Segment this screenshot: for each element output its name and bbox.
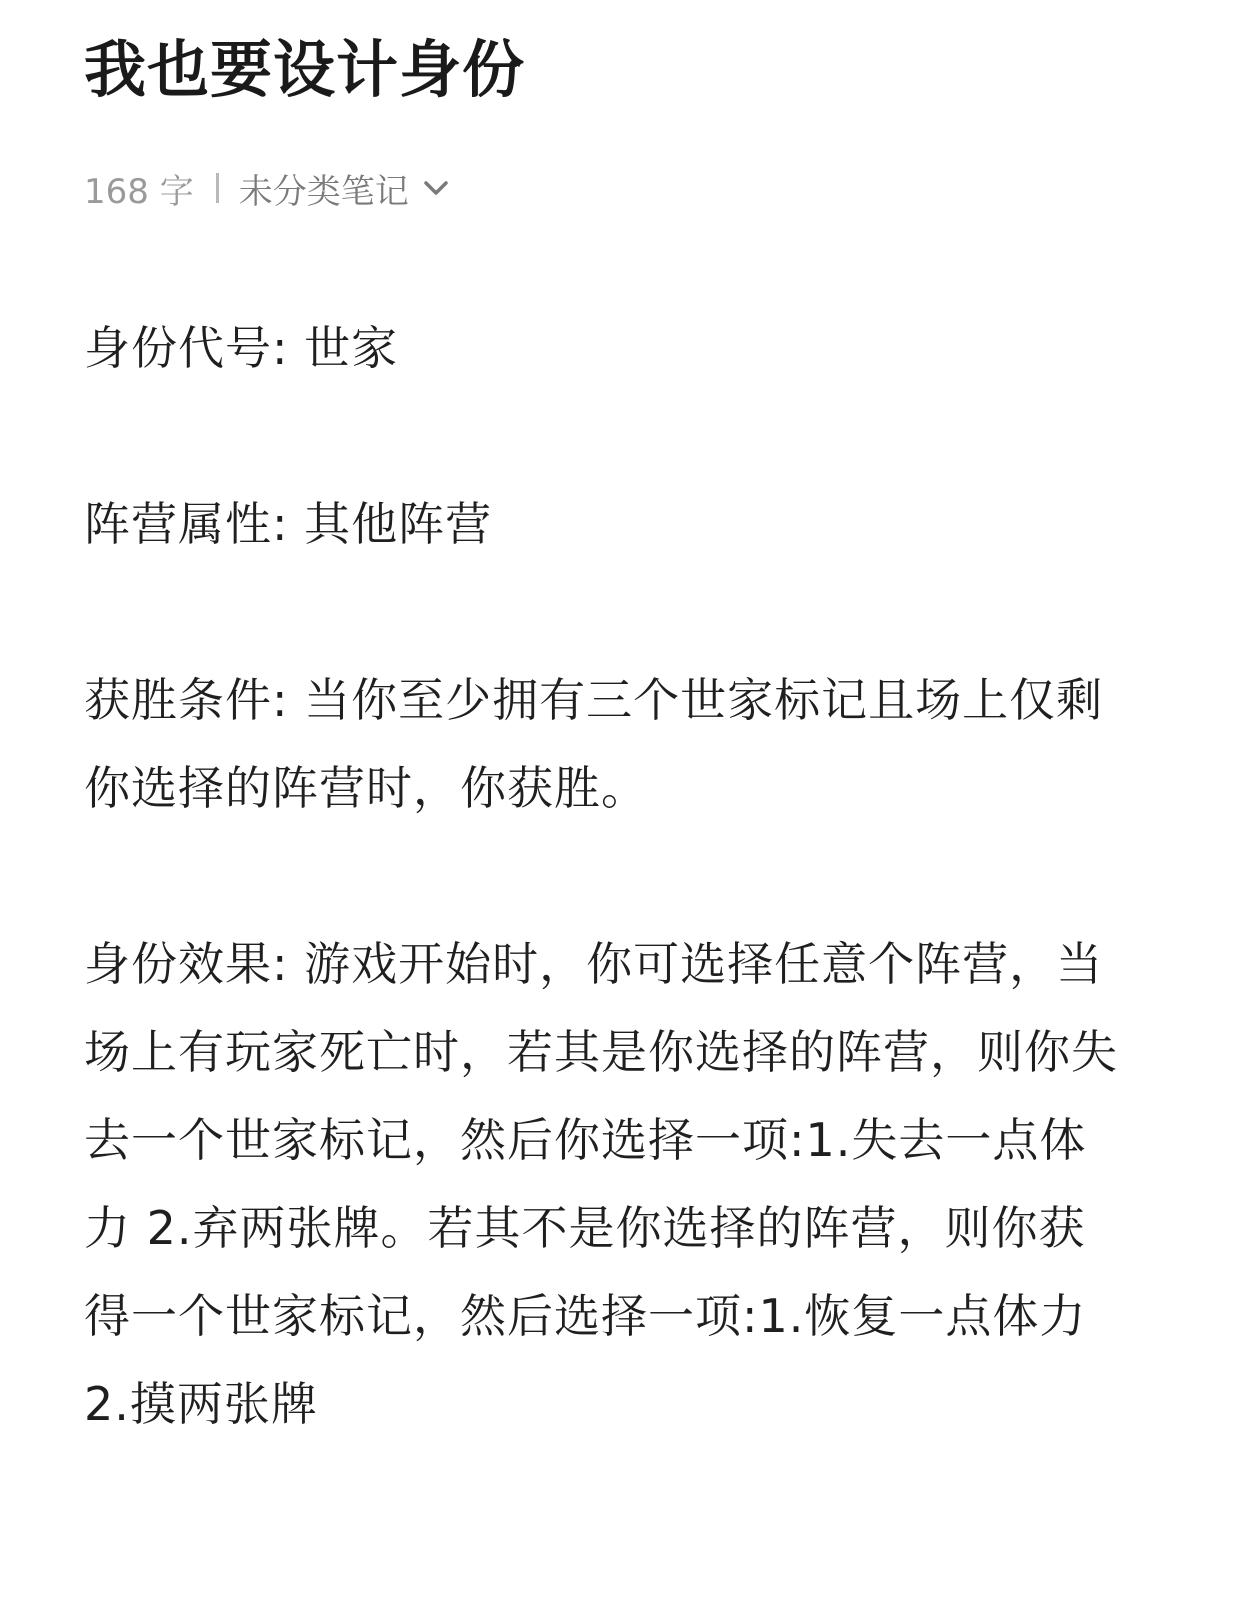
category-label: 未分类笔记 <box>238 171 409 212</box>
paragraph-faction: 阵营属性: 其他阵营 <box>84 497 493 551</box>
meta-divider <box>216 173 219 203</box>
word-count: 168 字 <box>84 171 194 212</box>
paragraph-win-condition: 获胜条件: 当你至少拥有三个世家标记且场上仅剩你选择的阵营时，你获胜。 <box>84 673 1104 815</box>
note-body[interactable] <box>84 304 1124 1448</box>
note-editor <box>84 0 1124 1536</box>
note-meta <box>84 164 1124 212</box>
chevron-down-icon <box>423 179 449 197</box>
category-selector[interactable] <box>239 164 449 213</box>
paragraph-identity-code: 身份代号: 世家 <box>84 321 399 375</box>
note-title[interactable]: 我也要设计身份 <box>84 33 526 106</box>
paragraph-identity-effect: 身份效果: 游戏开始时，你可选择任意个阵营，当场上有玩家死亡时，若其是你选择的阵营，则你失去一个世家标记，然后你选择一项:1.失去一点体力 2.弃两张牌。若其不是你选择的阵营，则你获得一个世家标记，然后选择一项:1.恢复一点体力 2.摸两张牌 <box>84 937 1118 1431</box>
